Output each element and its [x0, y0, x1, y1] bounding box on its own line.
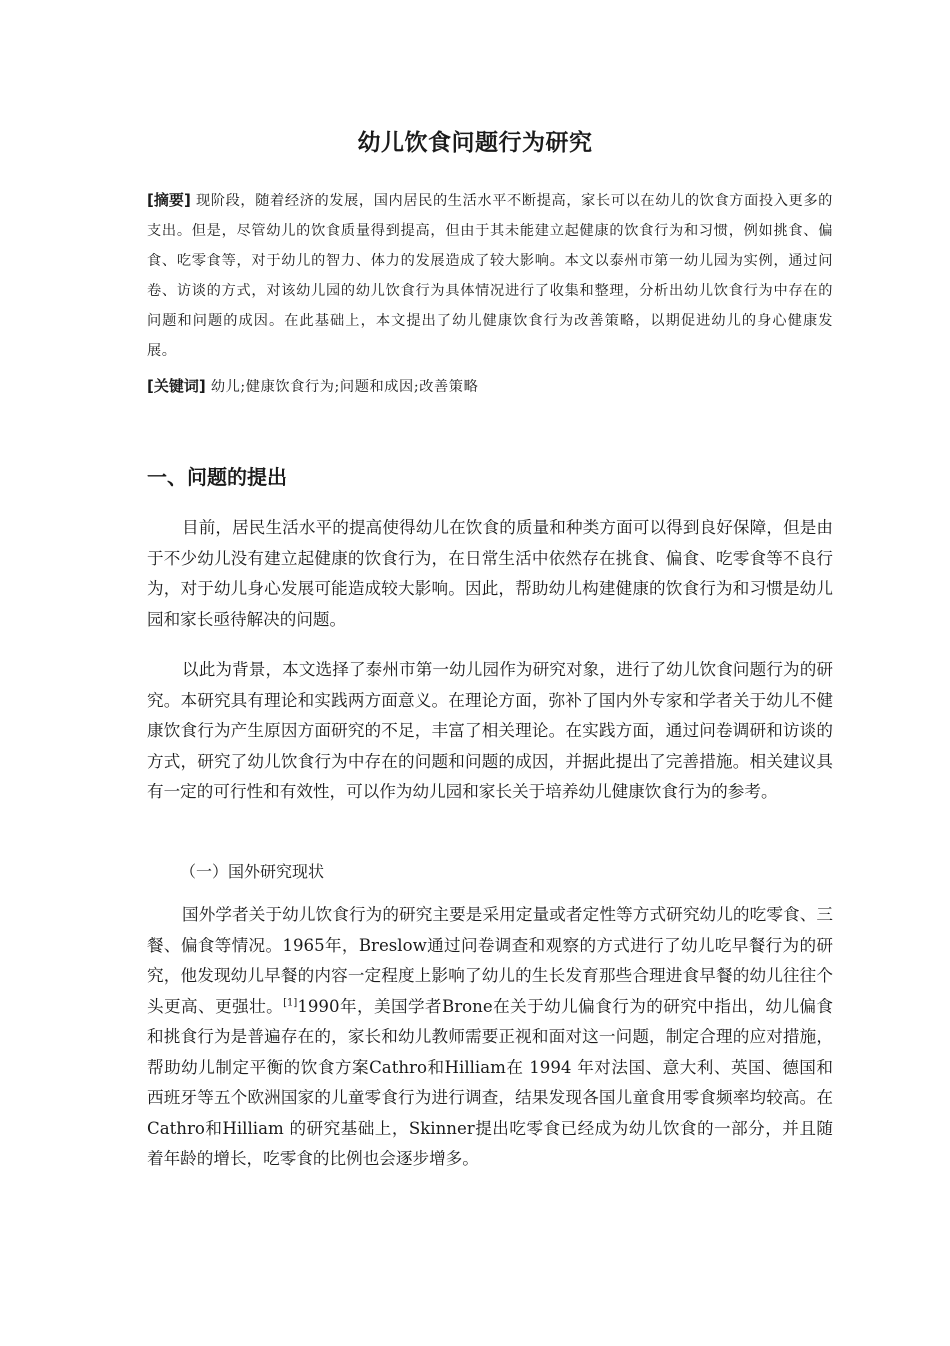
keywords	[147, 374, 478, 399]
subsection-heading: （一）国外研究现状	[180, 862, 325, 881]
paragraph-3-part-2: 1990年，美国学者Brone在关于幼儿偏食行为的研究中指出，幼儿偏食和挑食行为是普遍存在的，家长和幼儿教师需要正视和面对这一问题，制定合理的应对措施，帮助幼儿制定平衡的饮食方案Cathro和Hilliam在 1994 年对法国、意大利、英国、德国和西班牙等五个欧洲国家的儿童零食行为进行调查，结果发现各国儿童食用零食频率均较高。在Cathro和Hilliam 的研究基础上，Skinner提出吃零食已经成为幼儿饮食的一部分，并且随着年龄的增长，吃零食的比例也会逐步增多。	[147, 996, 834, 1168]
paragraph-1: 目前，居民生活水平的提高使得幼儿在饮食的质量和种类方面可以得到良好保障，但是由于不少幼儿没有建立起健康的饮食行为，在日常生活中依然存在挑食、偏食、吃零食等不良行为，对于幼儿身心发展可能造成较大影响。因此，帮助幼儿构建健康的饮食行为和习惯是幼儿园和家长亟待解决的问题。	[147, 518, 833, 629]
keywords-label: [关键词]	[147, 377, 206, 395]
paragraph-2: 以此为背景，本文选择了泰州市第一幼儿园作为研究对象，进行了幼儿饮食问题行为的研究。本研究具有理论和实践两方面意义。在理论方面，弥补了国内外专家和学者关于幼儿不健康饮食行为产生原因方面研究的不足，丰富了相关理论。在实践方面，通过问卷调研和访谈的方式，研究了幼儿饮食行为中存在的问题和问题的成因，并据此提出了完善措施。相关建议具有一定的可行性和有效性，可以作为幼儿园和家长关于培养幼儿健康饮食行为的参考。	[147, 660, 833, 801]
citation-reference: [1]	[283, 996, 298, 1008]
abstract-label: [摘要]	[147, 191, 191, 209]
paragraph-3-part-1: 国外学者关于幼儿饮食行为的研究主要是采用定量或者定性等方式研究幼儿的吃零食、三餐、偏食等情况。1965年，Breslow通过问卷调查和观察的方式进行了幼儿吃早餐行为的研究，他发现幼儿早餐的内容一定程度上影响了幼儿的生长发育那些合理进食早餐的幼儿往往个头更高、更强壮。	[147, 905, 833, 1016]
section-heading: 一、问题的提出	[147, 465, 287, 489]
paragraph-3	[147, 900, 833, 1175]
abstract	[147, 185, 833, 366]
paper-title: 幼儿饮食问题行为研究	[357, 130, 593, 156]
keywords-text: 幼儿;健康饮食行为;问题和成因;改善策略	[210, 379, 479, 395]
abstract-text: 现阶段，随着经济的发展，国内居民的生活水平不断提高，家长可以在幼儿的饮食方面投入更多的支出。但是，尽管幼儿的饮食质量得到提高，但由于其未能建立起健康的饮食行为和习惯，例如挑食、偏食、吃零食等，对于幼儿的智力、体力的发展造成了较大影响。本文以泰州市第一幼儿园为实例，通过问卷、访谈的方式，对该幼儿园的幼儿饮食行为具体情况进行了收集和整理，分析出幼儿饮食行为中存在的问题和问题的成因。在此基础上，本文提出了幼儿健康饮食行为改善策略，以期促进幼儿的身心健康发展。	[147, 193, 833, 359]
